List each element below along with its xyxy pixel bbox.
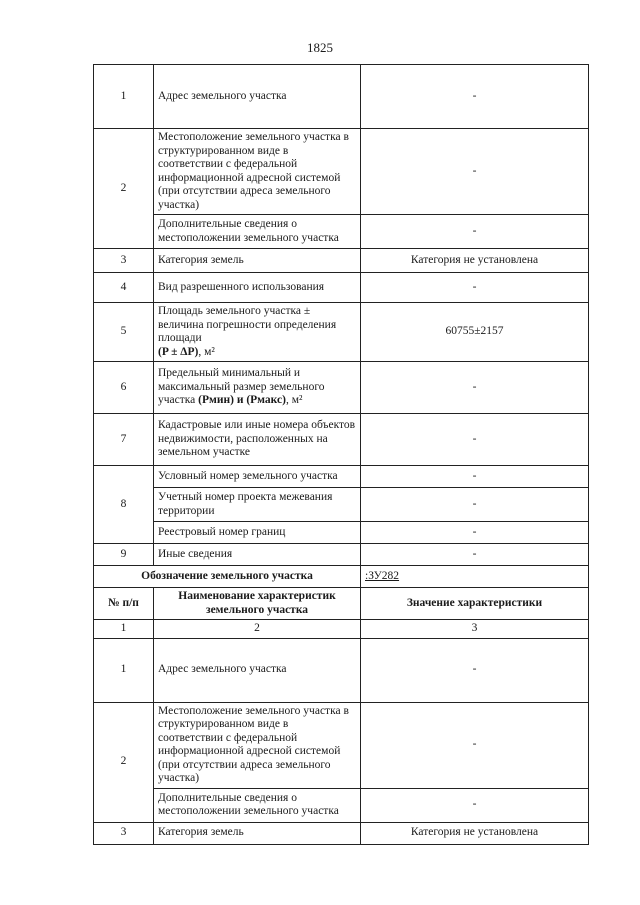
characteristic-name: Иные сведения	[154, 544, 361, 566]
characteristic-value: -	[361, 362, 589, 414]
table-row	[94, 303, 589, 362]
row-number: 1	[94, 65, 154, 129]
table-row	[94, 65, 589, 129]
characteristic-name: Местоположение земельного участка в структурированном виде в соответствии с федеральной информационной адресной системой (при отсутствии адреса земельного участка)	[154, 129, 361, 215]
table-row	[94, 702, 589, 788]
table-row	[94, 822, 589, 844]
characteristic-value: -	[361, 702, 589, 788]
characteristic-name: Учетный номер проекта межевания территории	[154, 488, 361, 522]
table-header	[94, 588, 589, 620]
page-number: 1825	[307, 40, 333, 55]
characteristic-name: Дополнительные сведения о местоположении земельного участка	[154, 215, 361, 249]
header-name: Наименование характеристик земельного участка	[154, 588, 361, 620]
row-number: 7	[94, 414, 154, 466]
characteristic-name: Категория земель	[154, 822, 361, 844]
characteristic-value: -	[361, 273, 589, 303]
characteristic-value: -	[361, 488, 589, 522]
characteristic-name: Условный номер земельного участка	[154, 466, 361, 488]
table-row	[94, 249, 589, 273]
characteristic-name: Адрес земельного участка	[154, 638, 361, 702]
characteristic-value: -	[361, 522, 589, 544]
unit-text: , м²	[285, 394, 303, 407]
header-number: № п/п	[94, 588, 154, 620]
unit-text: , м²	[198, 345, 215, 358]
characteristic-value: -	[361, 215, 589, 249]
table-row	[94, 466, 589, 488]
characteristic-name: Категория земель	[154, 249, 361, 273]
header-value: Значение характеристики	[361, 588, 589, 620]
column-index: 2	[154, 620, 361, 639]
table-row	[94, 488, 589, 522]
table-row	[94, 544, 589, 566]
formula-text: (Рмин) и (Рмакс)	[198, 394, 286, 407]
name-text: Предельный минимальный и максимальный размер земельного участка	[158, 367, 325, 407]
table-row	[94, 788, 589, 822]
characteristic-value: -	[361, 466, 589, 488]
row-number: 3	[94, 822, 154, 844]
characteristic-name: Дополнительные сведения о местоположении земельного участка	[154, 788, 361, 822]
designation-row	[94, 566, 589, 588]
formula-text: (P ± ΔP)	[158, 345, 199, 358]
row-number: 5	[94, 303, 154, 362]
characteristic-value: -	[361, 414, 589, 466]
designation-code: :ЗУ282	[361, 566, 589, 588]
characteristic-name	[154, 303, 361, 362]
characteristic-value: -	[361, 129, 589, 215]
characteristic-name: Кадастровые или иные номера объектов недвижимости, расположенных на земельном участке	[154, 414, 361, 466]
row-number: 3	[94, 249, 154, 273]
characteristic-value: -	[361, 788, 589, 822]
row-number: 9	[94, 544, 154, 566]
column-index: 1	[94, 620, 154, 639]
row-number: 4	[94, 273, 154, 303]
characteristic-name	[154, 362, 361, 414]
row-number: 1	[94, 638, 154, 702]
row-number: 2	[94, 129, 154, 249]
characteristic-value: Категория не установлена	[361, 249, 589, 273]
characteristic-name: Вид разрешенного использования	[154, 273, 361, 303]
characteristic-value: 60755±2157	[361, 303, 589, 362]
characteristic-name: Адрес земельного участка	[154, 65, 361, 129]
characteristic-name: Реестровый номер границ	[154, 522, 361, 544]
table-row	[94, 638, 589, 702]
designation-label: Обозначение земельного участка	[94, 566, 361, 588]
land-plot-table	[93, 64, 589, 845]
name-text: Площадь земельного участка ± величина погрешности определения площади	[158, 305, 337, 344]
table-row	[94, 414, 589, 466]
column-index-row	[94, 620, 589, 639]
table-row	[94, 273, 589, 303]
table-row	[94, 215, 589, 249]
row-number: 8	[94, 466, 154, 544]
column-index: 3	[361, 620, 589, 639]
table-row	[94, 129, 589, 215]
table-row	[94, 362, 589, 414]
row-number: 2	[94, 702, 154, 822]
table-row	[94, 522, 589, 544]
row-number: 6	[94, 362, 154, 414]
characteristic-value: -	[361, 65, 589, 129]
characteristic-value: -	[361, 638, 589, 702]
characteristic-name: Местоположение земельного участка в структурированном виде в соответствии с федеральной информационной адресной системой (при отсутствии адреса земельного участка)	[154, 702, 361, 788]
characteristic-value: -	[361, 544, 589, 566]
characteristic-value: Категория не установлена	[361, 822, 589, 844]
